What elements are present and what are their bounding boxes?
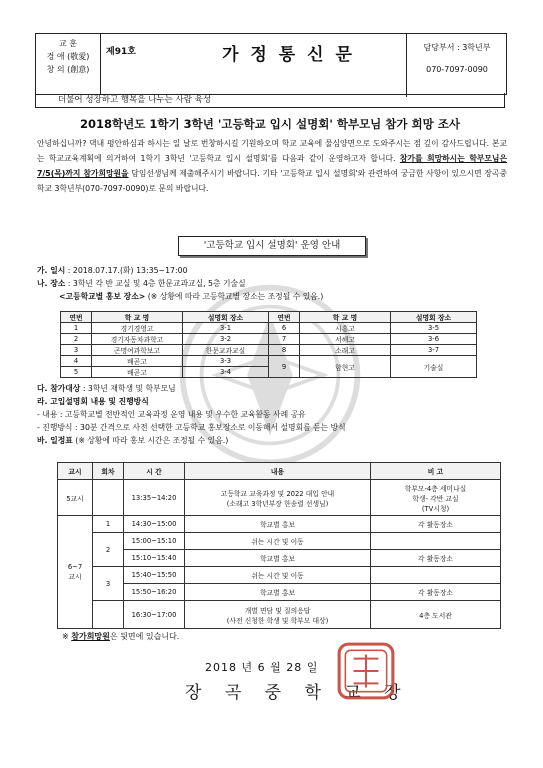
target-text: : 3학년 재학생 및 학부모님 [80,384,176,393]
official-seal-stamp [335,640,397,702]
cell: 2 [61,334,92,345]
cell-line: 학생- 각반 교실 [412,494,459,503]
schedule-note: (※ 상황에 따라 홍보 시간은 조정될 수 있음.) [75,436,229,445]
cell [371,533,501,550]
period-6-7: 6~7교시 [67,563,83,581]
cell: 15:10~15:40 [124,550,185,567]
cell: 소래고 [300,345,391,356]
cell [185,480,371,516]
cell: 각 활동장소 [371,550,501,567]
cell-line: (TV시청) [421,504,450,513]
cell: 3-6 [391,334,477,345]
cell: 함현고 [300,356,391,378]
motto-line-1: 경 애 (敬愛) [46,52,90,61]
schedule-label: 바. 일정표 [37,436,73,445]
cell-line: 개별 면담 및 질의응답 [244,606,311,615]
venue-header-cell: 학 교 명 [92,312,183,323]
department-phone: 070-7097-0090 [426,65,488,74]
cell [371,567,501,584]
venue-header-cell: 설명회 장소 [391,312,477,323]
cell: 15:00~15:10 [124,533,185,550]
issue-number: 제91호 [106,47,136,57]
section-box-title: '고등학교 입시 설명회' 운영 안내 [178,236,366,256]
cell: 5 [61,367,92,378]
cell: 15:50~16:20 [124,584,185,601]
note-mark: ※ [62,632,72,641]
principal-signature: 장 곡 중 학 교 장 [185,683,410,703]
date-label: 가. 일시 [37,266,66,275]
content-label: 라. 고입설명회 내용 및 진행방식 [37,397,149,406]
cell: 15:40~15:50 [124,567,185,584]
venue-sub-note: (※ 상황에 따라 고등학교별 장소는 조정될 수 있음.) [145,292,324,301]
schedule-header-cell: 회차 [93,463,124,480]
cell-line: (소래고 3학년부장 한송렬 선생님) [226,499,329,508]
cell: 3-4 [183,367,269,378]
table-row [58,516,501,533]
schedule-header-cell: 비 고 [371,463,501,480]
venue-header-cell: 연번 [269,312,300,323]
venue-table-header [61,312,477,323]
venue-header-cell: 학 교 명 [300,312,391,323]
cell: 학교별 홍보 [185,516,371,533]
school-motto-box [36,34,101,94]
intro-text: 안녕하십니까? 댁내 평안하심과 하시는 일 날로 번창하시길 기원하오며 학교 교육에 물심양면으로 도와주시는 점 깊이 감사드립니다. 본교는 학교교육계획에 의거하여 1학기 3학년 '고등학교 입시 설명회'를 다음과 같이 운영하고자 합니다. [37,139,507,163]
cell: 3-5 [391,323,477,334]
cell: 4 [61,356,92,367]
cell: 각 활동장소 [371,516,501,533]
motto-label: 교 훈 [59,39,77,48]
cell: 7 [269,334,300,345]
cell: 2 [93,533,124,567]
cell: 1 [61,323,92,334]
cell: 5교시 [58,480,93,516]
schedule-header-cell: 내용 [185,463,371,480]
slogan-bar: 더불어 성장하고 행복을 나누는 사람 육성 [35,93,505,108]
schedule-table [57,462,501,629]
info-section-top [37,264,507,303]
cell-line: 학부모-4층 세미나실 [404,484,467,493]
cell-line: (사전 신청한 학생 및 학부모 대상) [226,616,329,625]
cell: 6 [269,323,300,334]
cell [371,480,501,516]
table-row [61,323,477,334]
cell: 서해고 [300,334,391,345]
target-label: 다. 참가대상 [37,384,81,393]
date-text: : 2018.07.17.(화) 13:35~17:00 [65,266,188,275]
content-line-2: - 진행방식 : 30분 간격으로 사전 선택한 고등학교 홍보장소로 이동해서 설명회를 듣는 방식 [37,423,346,432]
masthead [35,33,507,95]
place-text: : 3학년 각 반 교실 및 4층 한문교과교실, 5층 기술실 [65,279,246,288]
table-row [61,334,477,345]
cell: 3 [93,567,124,601]
cell: 1 [93,516,124,533]
table-row [58,533,501,550]
cell [93,480,124,516]
issue-date: 2018 년 6 월 28 일 [205,661,319,674]
cell: 쉬는 시간 및 이동 [185,567,371,584]
cell: 곤명여과학보고 [92,345,183,356]
motto-line-2: 창 의 (創意) [46,65,90,74]
cell: 3-1 [183,323,269,334]
department-label: 담당부서 : 3학년부 [423,43,491,52]
place-label: 나. 장소 [37,279,66,288]
cell: 학교별 홍보 [185,584,371,601]
cell: 13:35~14:20 [124,480,185,516]
intro-deadline: 참가를 희망하시는 학부모님은 7/5(목)까지 참가희망원을 [37,154,507,178]
cell: 시흥고 [300,323,391,334]
cell: 기술실 [391,356,477,378]
cell: 3-7 [391,345,477,356]
table-row [58,567,501,584]
intro-paragraph [37,136,507,196]
cell: 8 [269,345,300,356]
cell: 한문교과교실 [183,345,269,356]
table-row [58,550,501,567]
table-row [61,356,477,367]
venue-header-cell: 연번 [61,312,92,323]
note-tail: 은 뒷면에 있습니다. [109,632,180,641]
schedule-header-cell: 교시 [58,463,93,480]
cell: 14:30~15:00 [124,516,185,533]
cell: 3-3 [183,356,269,367]
cell [58,516,93,629]
venue-header-cell: 설명회 장소 [183,312,269,323]
cell: 3-2 [183,334,269,345]
page-title: 2018학년도 1학기 3학년 '고등학교 입시 설명회' 학부모님 참가 희망 조사 [80,117,460,131]
cell: 각 활동장소 [371,584,501,601]
cell: 경기경영고 [92,323,183,334]
table-row [58,480,501,516]
schedule-table-header [58,463,501,480]
intro-tail: 담임선생님께 제출해주시기 바랍니다. 기타 '고등학교 입시 설명회'와 관련하여 궁금한 사항이 있으시면 장곡중학교 3학년부(070-7097-0090)로 문의 바랍니다. [37,169,507,193]
schedule-header-cell: 시 간 [124,463,185,480]
content-line-1: - 내용 : 고등학교별 전반적인 교육과정 운영 내용 및 우수한 교육활동 사례 공유 [37,410,306,419]
cell: 쉬는 시간 및 이동 [185,533,371,550]
cell [185,601,371,629]
cell: 3 [61,345,92,356]
cell: 9 [269,356,300,378]
note-form-name: 참가희망원 [71,632,110,641]
table-row [61,345,477,356]
cell: 배곧고 [92,367,183,378]
back-page-note [62,631,179,642]
newsletter-title: 가 정 통 신 문 [222,45,355,65]
table-row [58,601,501,629]
info-section-mid [37,382,507,447]
cell: 경기자동차과학고 [92,334,183,345]
cell: 4층 도서관 [371,601,501,629]
venue-sub-label: <고등학교별 홍보 장소> [59,292,146,301]
department-box [406,34,507,97]
cell [93,601,124,629]
cell: 16:30~17:00 [124,601,185,629]
cell: 배곧고 [92,356,183,367]
table-row [58,584,501,601]
cell-line: 고등학교 교육과정 및 2022 대입 안내 [220,489,335,498]
cell: 학교별 홍보 [185,550,371,567]
venue-table [60,311,477,378]
